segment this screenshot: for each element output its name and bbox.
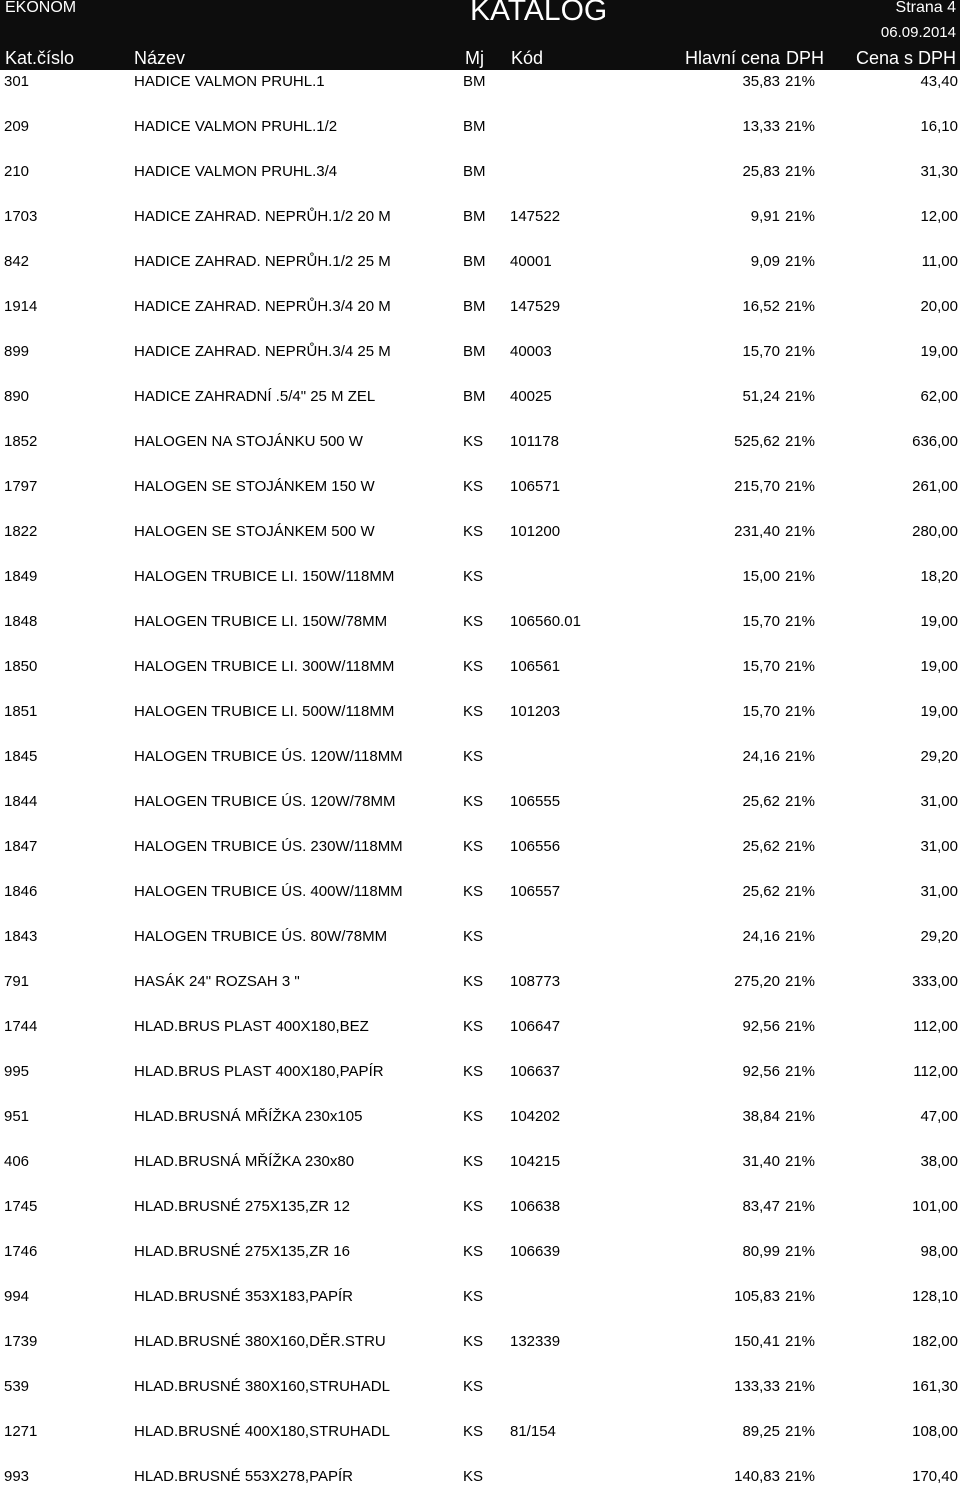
cell-dph: 21%	[785, 613, 816, 630]
cell-cena-s-dph: 18,20	[920, 568, 958, 585]
cell-kat-cislo: 842	[4, 253, 30, 270]
cell-hlavni-cena: 51,24	[742, 388, 780, 405]
cell-nazev: HLAD.BRUSNÉ 553X278,PAPÍR	[134, 1468, 353, 1485]
cell-mj: BM	[463, 388, 486, 405]
cell-kod: 106639	[510, 1243, 561, 1260]
table-row	[0, 1105, 960, 1150]
cell-mj: KS	[463, 1198, 484, 1215]
cell-mj: KS	[463, 433, 484, 450]
column-header-kod: Kód	[511, 48, 544, 68]
cell-kod: 40025	[510, 388, 552, 405]
cell-cena-s-dph: 31,00	[920, 883, 958, 900]
table-row	[0, 745, 960, 790]
page-number: Strana 4	[895, 0, 956, 16]
cell-mj: KS	[463, 568, 484, 585]
cell-kat-cislo: 1849	[4, 568, 38, 585]
cell-kat-cislo: 993	[4, 1468, 30, 1485]
cell-kat-cislo: 995	[4, 1063, 30, 1080]
table-row	[0, 475, 960, 520]
cell-kod: 101178	[510, 433, 559, 450]
cell-kat-cislo: 210	[4, 163, 30, 180]
table-row	[0, 340, 960, 385]
cell-kat-cislo: 1845	[4, 748, 38, 765]
cell-cena-s-dph: 19,00	[920, 343, 958, 360]
cell-dph: 21%	[785, 1198, 816, 1215]
catalog-table	[0, 70, 960, 1510]
cell-kod: 81/154	[510, 1423, 556, 1440]
cell-mj: KS	[463, 1243, 484, 1260]
cell-nazev: HALOGEN TRUBICE LI. 500W/118MM	[134, 703, 395, 720]
cell-kat-cislo: 1271	[4, 1423, 38, 1440]
cell-hlavni-cena: 215,70	[734, 478, 780, 495]
cell-nazev: HASÁK 24" ROZSAH 3 "	[134, 973, 300, 990]
cell-cena-s-dph: 43,40	[920, 73, 958, 90]
table-row	[0, 880, 960, 925]
cell-nazev: HALOGEN TRUBICE ÚS. 120W/78MM	[134, 793, 396, 810]
cell-mj: BM	[463, 298, 486, 315]
table-row	[0, 1240, 960, 1285]
cell-mj: KS	[463, 523, 484, 540]
cell-kod: 106561	[510, 658, 561, 675]
cell-kod: 106555	[510, 793, 561, 810]
cell-dph: 21%	[785, 1018, 816, 1035]
cell-nazev: HLAD.BRUSNÁ MŘÍŽKA 230x105	[134, 1108, 363, 1125]
cell-cena-s-dph: 29,20	[920, 928, 958, 945]
cell-dph: 21%	[785, 433, 816, 450]
cell-hlavni-cena: 16,52	[742, 298, 780, 315]
cell-hlavni-cena: 9,09	[750, 253, 780, 270]
cell-kod: 147529	[510, 298, 561, 315]
cell-mj: KS	[463, 1063, 484, 1080]
cell-hlavni-cena: 25,62	[742, 883, 780, 900]
table-row	[0, 1285, 960, 1330]
cell-kat-cislo: 994	[4, 1288, 30, 1305]
cell-nazev: HLAD.BRUSNÉ 380X160,DĚR.STRU	[134, 1333, 386, 1350]
cell-kat-cislo: 539	[4, 1378, 30, 1395]
cell-hlavni-cena: 25,62	[742, 793, 780, 810]
cell-mj: BM	[463, 253, 486, 270]
cell-cena-s-dph: 112,00	[913, 1063, 958, 1080]
table-row	[0, 700, 960, 745]
cell-nazev: HALOGEN NA STOJÁNKU 500 W	[134, 433, 363, 450]
cell-cena-s-dph: 333,00	[912, 973, 958, 990]
table-row	[0, 835, 960, 880]
cell-nazev: HADICE VALMON PRUHL.3/4	[134, 163, 338, 180]
cell-mj: KS	[463, 1108, 484, 1125]
cell-dph: 21%	[785, 343, 816, 360]
cell-kod: 106637	[510, 1063, 561, 1080]
cell-nazev: HLAD.BRUSNÉ 275X135,ZR 16	[134, 1243, 350, 1260]
table-row	[0, 655, 960, 700]
cell-cena-s-dph: 19,00	[920, 703, 958, 720]
cell-cena-s-dph: 261,00	[912, 478, 958, 495]
cell-dph: 21%	[785, 793, 816, 810]
cell-mj: KS	[463, 1378, 484, 1395]
cell-nazev: HALOGEN TRUBICE LI. 150W/78MM	[134, 613, 388, 630]
table-row	[0, 610, 960, 655]
cell-hlavni-cena: 275,20	[734, 973, 780, 990]
cell-nazev: HADICE ZAHRADNÍ .5/4" 25 M ZEL	[134, 388, 376, 405]
cell-dph: 21%	[785, 658, 816, 675]
cell-dph: 21%	[785, 1378, 816, 1395]
column-header-hlavni-cena: Hlavní cena	[685, 48, 781, 68]
cell-hlavni-cena: 231,40	[734, 523, 780, 540]
cell-kat-cislo: 1844	[4, 793, 38, 810]
cell-cena-s-dph: 280,00	[912, 523, 958, 540]
cell-mj: KS	[463, 1153, 484, 1170]
table-row	[0, 430, 960, 475]
cell-kat-cislo: 1848	[4, 613, 38, 630]
cell-kod: 106571	[510, 478, 561, 495]
cell-dph: 21%	[785, 208, 816, 225]
cell-nazev: HALOGEN SE STOJÁNKEM 150 W	[134, 478, 375, 495]
cell-nazev: HADICE ZAHRAD. NEPRŮH.3/4 25 M	[134, 343, 391, 360]
cell-nazev: HADICE ZAHRAD. NEPRŮH.1/2 20 M	[134, 208, 391, 225]
cell-hlavni-cena: 25,83	[742, 163, 780, 180]
cell-hlavni-cena: 105,83	[734, 1288, 780, 1305]
table-row	[0, 1330, 960, 1375]
cell-cena-s-dph: 98,00	[920, 1243, 958, 1260]
cell-mj: KS	[463, 613, 484, 630]
cell-dph: 21%	[785, 1153, 816, 1170]
cell-mj: BM	[463, 208, 486, 225]
cell-nazev: HALOGEN SE STOJÁNKEM 500 W	[134, 523, 375, 540]
cell-cena-s-dph: 31,00	[920, 793, 958, 810]
table-row	[0, 520, 960, 565]
table-row	[0, 790, 960, 835]
cell-kat-cislo: 1822	[4, 523, 38, 540]
cell-hlavni-cena: 15,70	[742, 343, 780, 360]
cell-cena-s-dph: 101,00	[912, 1198, 958, 1215]
cell-dph: 21%	[785, 568, 816, 585]
cell-cena-s-dph: 182,00	[912, 1333, 958, 1350]
cell-nazev: HLAD.BRUSNÁ MŘÍŽKA 230x80	[134, 1153, 355, 1170]
cell-nazev: HADICE VALMON PRUHL.1/2	[134, 118, 338, 135]
cell-nazev: HLAD.BRUS PLAST 400X180,BEZ	[134, 1018, 369, 1035]
cell-kat-cislo: 406	[4, 1153, 30, 1170]
cell-kat-cislo: 791	[4, 973, 30, 990]
cell-cena-s-dph: 170,40	[912, 1468, 958, 1485]
cell-hlavni-cena: 80,99	[742, 1243, 780, 1260]
cell-cena-s-dph: 62,00	[920, 388, 958, 405]
cell-nazev: HLAD.BRUSNÉ 380X160,STRUHADL	[134, 1378, 390, 1395]
cell-cena-s-dph: 128,10	[912, 1288, 958, 1305]
cell-mj: KS	[463, 1288, 484, 1305]
cell-kat-cislo: 1703	[4, 208, 38, 225]
cell-hlavni-cena: 150,41	[734, 1333, 780, 1350]
cell-cena-s-dph: 31,30	[920, 163, 958, 180]
cell-hlavni-cena: 35,83	[742, 73, 780, 90]
cell-kod: 106638	[510, 1198, 561, 1215]
cell-mj: KS	[463, 973, 484, 990]
cell-kod: 106556	[510, 838, 561, 855]
cell-mj: BM	[463, 343, 486, 360]
column-header-kat-cislo: Kat.číslo	[5, 48, 75, 68]
cell-dph: 21%	[785, 1063, 816, 1080]
cell-dph: 21%	[785, 478, 816, 495]
table-row	[0, 1420, 960, 1465]
table-row	[0, 385, 960, 430]
cell-kat-cislo: 1745	[4, 1198, 38, 1215]
cell-cena-s-dph: 38,00	[920, 1153, 958, 1170]
cell-kat-cislo: 1797	[4, 478, 38, 495]
cell-dph: 21%	[785, 298, 816, 315]
table-row	[0, 565, 960, 610]
cell-nazev: HADICE VALMON PRUHL.1	[134, 73, 325, 90]
cell-kat-cislo: 890	[4, 388, 30, 405]
cell-kod: 40001	[510, 253, 552, 270]
cell-cena-s-dph: 112,00	[913, 1018, 958, 1035]
cell-hlavni-cena: 89,25	[742, 1423, 780, 1440]
column-header-mj: Mj	[465, 48, 484, 68]
table-row	[0, 1195, 960, 1240]
cell-hlavni-cena: 140,83	[734, 1468, 780, 1485]
cell-kat-cislo: 209	[4, 118, 30, 135]
cell-kod: 108773	[510, 973, 561, 990]
cell-mj: BM	[463, 163, 486, 180]
cell-cena-s-dph: 108,00	[912, 1423, 958, 1440]
cell-kat-cislo: 1744	[4, 1018, 38, 1035]
cell-dph: 21%	[785, 928, 816, 945]
cell-dph: 21%	[785, 973, 816, 990]
table-row	[0, 1060, 960, 1105]
table-row	[0, 1375, 960, 1420]
cell-cena-s-dph: 31,00	[920, 838, 958, 855]
cell-kat-cislo: 1847	[4, 838, 38, 855]
catalog-header	[0, 0, 960, 70]
cell-dph: 21%	[785, 883, 816, 900]
cell-dph: 21%	[785, 1423, 816, 1440]
table-row	[0, 1465, 960, 1510]
cell-cena-s-dph: 20,00	[920, 298, 958, 315]
cell-dph: 21%	[785, 118, 816, 135]
cell-mj: KS	[463, 658, 484, 675]
table-row	[0, 250, 960, 295]
print-date: 06.09.2014	[880, 24, 956, 41]
cell-dph: 21%	[785, 1243, 816, 1260]
cell-kat-cislo: 1850	[4, 658, 38, 675]
cell-kat-cislo: 1843	[4, 928, 38, 945]
cell-hlavni-cena: 13,33	[742, 118, 780, 135]
cell-mj: KS	[463, 478, 484, 495]
cell-hlavni-cena: 83,47	[742, 1198, 780, 1215]
cell-dph: 21%	[785, 523, 816, 540]
cell-cena-s-dph: 19,00	[920, 658, 958, 675]
cell-kod: 106647	[510, 1018, 561, 1035]
cell-mj: KS	[463, 883, 484, 900]
cell-dph: 21%	[785, 1288, 816, 1305]
cell-kat-cislo: 1846	[4, 883, 38, 900]
cell-kod: 106557	[510, 883, 561, 900]
cell-nazev: HALOGEN TRUBICE LI. 150W/118MM	[134, 568, 395, 585]
cell-nazev: HLAD.BRUS PLAST 400X180,PAPÍR	[134, 1063, 384, 1080]
company-name: EKONOM	[5, 0, 77, 16]
cell-cena-s-dph: 29,20	[920, 748, 958, 765]
table-row	[0, 1015, 960, 1060]
cell-mj: BM	[463, 118, 486, 135]
cell-cena-s-dph: 161,30	[912, 1378, 958, 1395]
cell-kat-cislo: 1851	[4, 703, 38, 720]
cell-cena-s-dph: 12,00	[920, 208, 958, 225]
cell-kat-cislo: 951	[4, 1108, 30, 1125]
cell-cena-s-dph: 11,00	[921, 253, 958, 270]
cell-hlavni-cena: 92,56	[742, 1018, 780, 1035]
cell-mj: KS	[463, 1018, 484, 1035]
table-row	[0, 295, 960, 340]
cell-hlavni-cena: 38,84	[742, 1108, 780, 1125]
table-row	[0, 1150, 960, 1195]
cell-hlavni-cena: 15,70	[742, 613, 780, 630]
cell-mj: KS	[463, 1423, 484, 1440]
cell-mj: KS	[463, 838, 484, 855]
cell-nazev: HALOGEN TRUBICE ÚS. 120W/118MM	[134, 748, 403, 765]
cell-kat-cislo: 1852	[4, 433, 38, 450]
cell-hlavni-cena: 15,70	[742, 658, 780, 675]
table-row	[0, 70, 960, 115]
cell-mj: KS	[463, 928, 484, 945]
cell-dph: 21%	[785, 1108, 816, 1125]
cell-dph: 21%	[785, 1468, 816, 1485]
cell-nazev: HLAD.BRUSNÉ 400X180,STRUHADL	[134, 1423, 390, 1440]
column-header-cena-s-dph: Cena s DPH	[855, 48, 956, 68]
cell-mj: BM	[463, 73, 486, 90]
cell-hlavni-cena: 24,16	[742, 748, 780, 765]
cell-mj: KS	[463, 748, 484, 765]
cell-hlavni-cena: 15,00	[742, 568, 780, 585]
cell-kod: 40003	[510, 343, 552, 360]
cell-hlavni-cena: 9,91	[750, 208, 780, 225]
table-row	[0, 115, 960, 160]
cell-hlavni-cena: 25,62	[742, 838, 780, 855]
column-header-dph: DPH	[786, 48, 825, 68]
page-title: KATALOG	[470, 0, 608, 27]
cell-mj: KS	[463, 703, 484, 720]
cell-cena-s-dph: 636,00	[912, 433, 958, 450]
cell-dph: 21%	[785, 1333, 816, 1350]
cell-nazev: HALOGEN TRUBICE LI. 300W/118MM	[134, 658, 395, 675]
cell-kat-cislo: 1914	[4, 298, 38, 315]
cell-nazev: HADICE ZAHRAD. NEPRŮH.3/4 20 M	[134, 298, 391, 315]
cell-hlavni-cena: 525,62	[734, 433, 780, 450]
cell-nazev: HLAD.BRUSNÉ 275X135,ZR 12	[134, 1198, 350, 1215]
cell-kod: 101200	[510, 523, 561, 540]
cell-hlavni-cena: 31,40	[742, 1153, 780, 1170]
cell-cena-s-dph: 19,00	[920, 613, 958, 630]
cell-kat-cislo: 301	[4, 73, 30, 90]
cell-dph: 21%	[785, 253, 816, 270]
cell-kod: 104215	[510, 1153, 561, 1170]
cell-hlavni-cena: 24,16	[742, 928, 780, 945]
cell-dph: 21%	[785, 163, 816, 180]
cell-kat-cislo: 899	[4, 343, 30, 360]
cell-nazev: HADICE ZAHRAD. NEPRŮH.1/2 25 M	[134, 253, 391, 270]
cell-mj: KS	[463, 793, 484, 810]
cell-mj: KS	[463, 1333, 484, 1350]
column-header-nazev: Název	[134, 48, 186, 68]
cell-nazev: HLAD.BRUSNÉ 353X183,PAPÍR	[134, 1288, 353, 1305]
cell-dph: 21%	[785, 748, 816, 765]
cell-hlavni-cena: 15,70	[742, 703, 780, 720]
cell-kod: 147522	[510, 208, 561, 225]
cell-kod: 132339	[510, 1333, 561, 1350]
table-row	[0, 925, 960, 970]
cell-cena-s-dph: 16,10	[920, 118, 958, 135]
cell-kod: 106560.01	[510, 613, 581, 630]
table-row	[0, 970, 960, 1015]
cell-kat-cislo: 1739	[4, 1333, 38, 1350]
cell-hlavni-cena: 133,33	[734, 1378, 780, 1395]
table-row	[0, 160, 960, 205]
cell-mj: KS	[463, 1468, 484, 1485]
cell-dph: 21%	[785, 838, 816, 855]
cell-cena-s-dph: 47,00	[920, 1108, 958, 1125]
cell-nazev: HALOGEN TRUBICE ÚS. 80W/78MM	[134, 928, 388, 945]
cell-hlavni-cena: 92,56	[742, 1063, 780, 1080]
cell-nazev: HALOGEN TRUBICE ÚS. 230W/118MM	[134, 838, 403, 855]
cell-dph: 21%	[785, 388, 816, 405]
cell-kod: 104202	[510, 1108, 561, 1125]
table-row	[0, 205, 960, 250]
cell-kod: 101203	[510, 703, 561, 720]
cell-kat-cislo: 1746	[4, 1243, 38, 1260]
cell-dph: 21%	[785, 73, 816, 90]
cell-nazev: HALOGEN TRUBICE ÚS. 400W/118MM	[134, 883, 403, 900]
cell-dph: 21%	[785, 703, 816, 720]
